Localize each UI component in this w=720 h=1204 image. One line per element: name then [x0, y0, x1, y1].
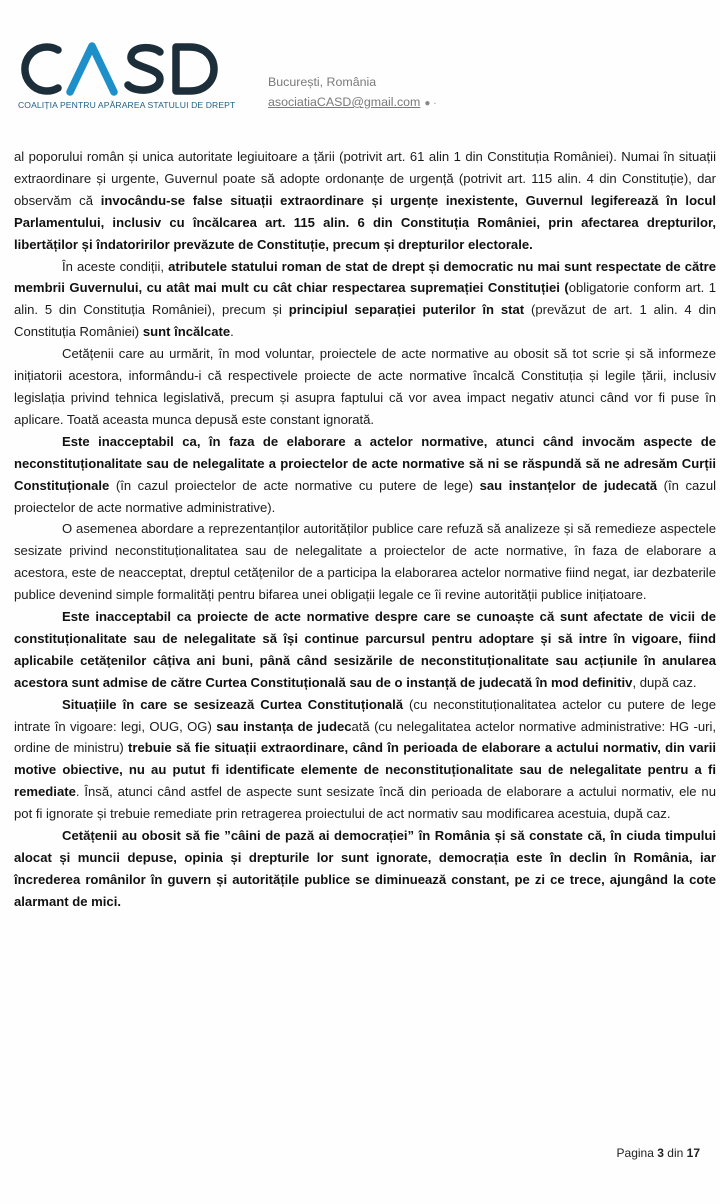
text-segment: (cu neconstituționalitatea actelor cu putere de lege intrate în vigoare: legi, OUG, OG): [14, 696, 716, 734]
text-segment: (în cazul proiectelor de acte normative cu putere de lege): [109, 477, 480, 493]
bold-text: Situațiile în care se sesizează Curtea Constituțională: [62, 696, 404, 712]
bold-text: Cetățenii au obosit să fie ”câini de pază ai democrației” în România și să constate că, în ciuda timpului alocat și muncii depuse, opinia și drepturile lor sunt ignorate, democrația este în declin în România, iar încrederea românilor în guvern și autoritățile publice se diminuează constant, pe zi ce trece, ajungând la cote alarmant de mici.: [14, 828, 716, 909]
casd-logo: [14, 38, 240, 118]
bold-text: sunt încălcate: [142, 324, 231, 340]
text-segment: al poporului român și unica autoritate legiuitoare a țării (potrivit art. 61 alin 1 din Constituția României). Numai în situații extraordinare și urgente, Guvernul poate să adopte ordonanțe de urgență (potrivit art. 115 alin. 4 din Constituție), dar observăm că: [14, 149, 716, 208]
text-segment: . Însă, atunci când astfel de aspecte sunt sesizate încă din perioada de elaborare a actului normativ, ele nu pot fi ignorate și trebuie remediate prin retragerea proiectului de act normativ sau modificarea acestuia, după caz.: [14, 784, 716, 822]
email-link[interactable]: asociatiaCASD@gmail.com: [268, 95, 421, 109]
text-segment: .: [230, 324, 234, 340]
paragraph: [14, 518, 716, 606]
text-segment: , după caz.: [632, 674, 697, 690]
bold-text: principiul separației puterilor în stat: [288, 302, 525, 318]
paragraph: [14, 606, 716, 694]
bold-text: sau instanța de judec: [216, 718, 352, 734]
bold-text: trebuie să fie situații extraordinare, când în perioada de elaborare a actului normativ, din varii motive obiective, nu au putut fi identificate elemente de neconstituționalitate sau de nelegalitate pentru a fi remediate: [14, 740, 716, 800]
bold-text: invocându-se false situații extraordinare și urgențe inexistente, Guvernul legiferează în locul Parlamentului, inclusiv cu încălcarea art. 115 alin. 6 din Constituția României, prin afectarea drepturilor, libertăților și îndatoririlor prevăzute de Constituție, precum și drepturilor electorale.: [14, 192, 716, 252]
page-header: [0, 0, 720, 130]
logo-subtitle: COALIȚIA PENTRU APĂRAREA STATULUI DE DREPT: [18, 100, 236, 110]
text-segment: ată (cu nelegalitatea actelor normative administrative: HG -uri, ordine de ministru): [14, 718, 717, 756]
bold-text: atributele statului roman de stat de drept și democratic nu mai sunt respectate de către membrii Guvernului, cu atât mai mult cu cât chiar respectarea supremației Constituției (: [14, 258, 716, 296]
text-segment: (în cazul proiectelor de acte normative administrative).: [14, 477, 717, 515]
text-segment: (prevăzut de art. 1 alin. 4 din Constituția României): [14, 302, 716, 340]
paragraph: [14, 825, 716, 913]
casd-logo-mark: [14, 38, 236, 100]
document-body: [14, 146, 716, 913]
text-segment: În aceste condiții,: [62, 258, 169, 274]
paragraph: [14, 343, 716, 431]
page-label: Pagina: [616, 1146, 654, 1160]
contact-info: [268, 72, 437, 114]
bold-text: Este inacceptabil ca, în faza de elaborare a actelor normative, atunci când invocăm aspecte de neconstituționalitate sau de nelegalitate a proiectelor de acte normative să ni se răspundă să ne adresăm Curții Constituționale: [14, 433, 716, 493]
page-number-footer: [617, 1146, 700, 1160]
text-segment: Cetățenii care au urmărit, în mod voluntar, proiectele de acte normative au obosit să tot scrie și să informeze inițiatorii acestora, informându-i că respectivele proiecte de acte normative încalcă Constituția și legile țării, inclusiv legislația privind tehnica legislativă, precum și asupra faptului că vor avea impact negativ atunci când vor fi puse în aplicare. Toată aceasta munca depusă este constant ignorată.: [14, 346, 716, 427]
paragraph: [14, 146, 716, 256]
paragraph: [14, 694, 716, 825]
bold-text: Este inacceptabil ca proiecte de acte normative despre care se cunoaște că sunt afectate de vicii de constituționalitate sau de nelegalitate să își continue parcursul pentru adoptare și să intre în vigoare, fiind aplicabile cetățenilor câțiva ani buni, până când sesizările de neconstituționalitate sau acțiunile în anularea acestora sunt admise de către Curtea Constituțională sau de o instanță de judecată în mod definitiv: [14, 609, 716, 690]
paragraph: [14, 431, 716, 519]
paragraph: [14, 256, 716, 344]
current-page-number: 3: [657, 1146, 664, 1160]
total-pages: 17: [686, 1146, 700, 1160]
text-segment: O asemenea abordare a reprezentanților autorităților publice care refuză să analizeze și să remedieze aspectele sesizate privind neconstituționalitatea sau de nelegalitate a proiectelor de acte normative, în faza de elaborare a acestora, este de neacceptat, dreptul cetățenilor de a participa la elaborarea actelor normative fiind negat, iar dezbaterile publice devenind simple formalități pentru bifarea unei obligații legale ce îi revine autorității publice inițiatoare.: [14, 521, 716, 603]
bullet-dots-icon: ● ·: [424, 98, 437, 109]
bold-text: sau instanțelor de judecată: [479, 477, 658, 493]
location-text: București, România: [268, 75, 377, 89]
text-segment: obligatorie conform art. 1 alin. 5 din Constituția României), precum și: [14, 280, 716, 318]
of-label: din: [667, 1146, 684, 1160]
